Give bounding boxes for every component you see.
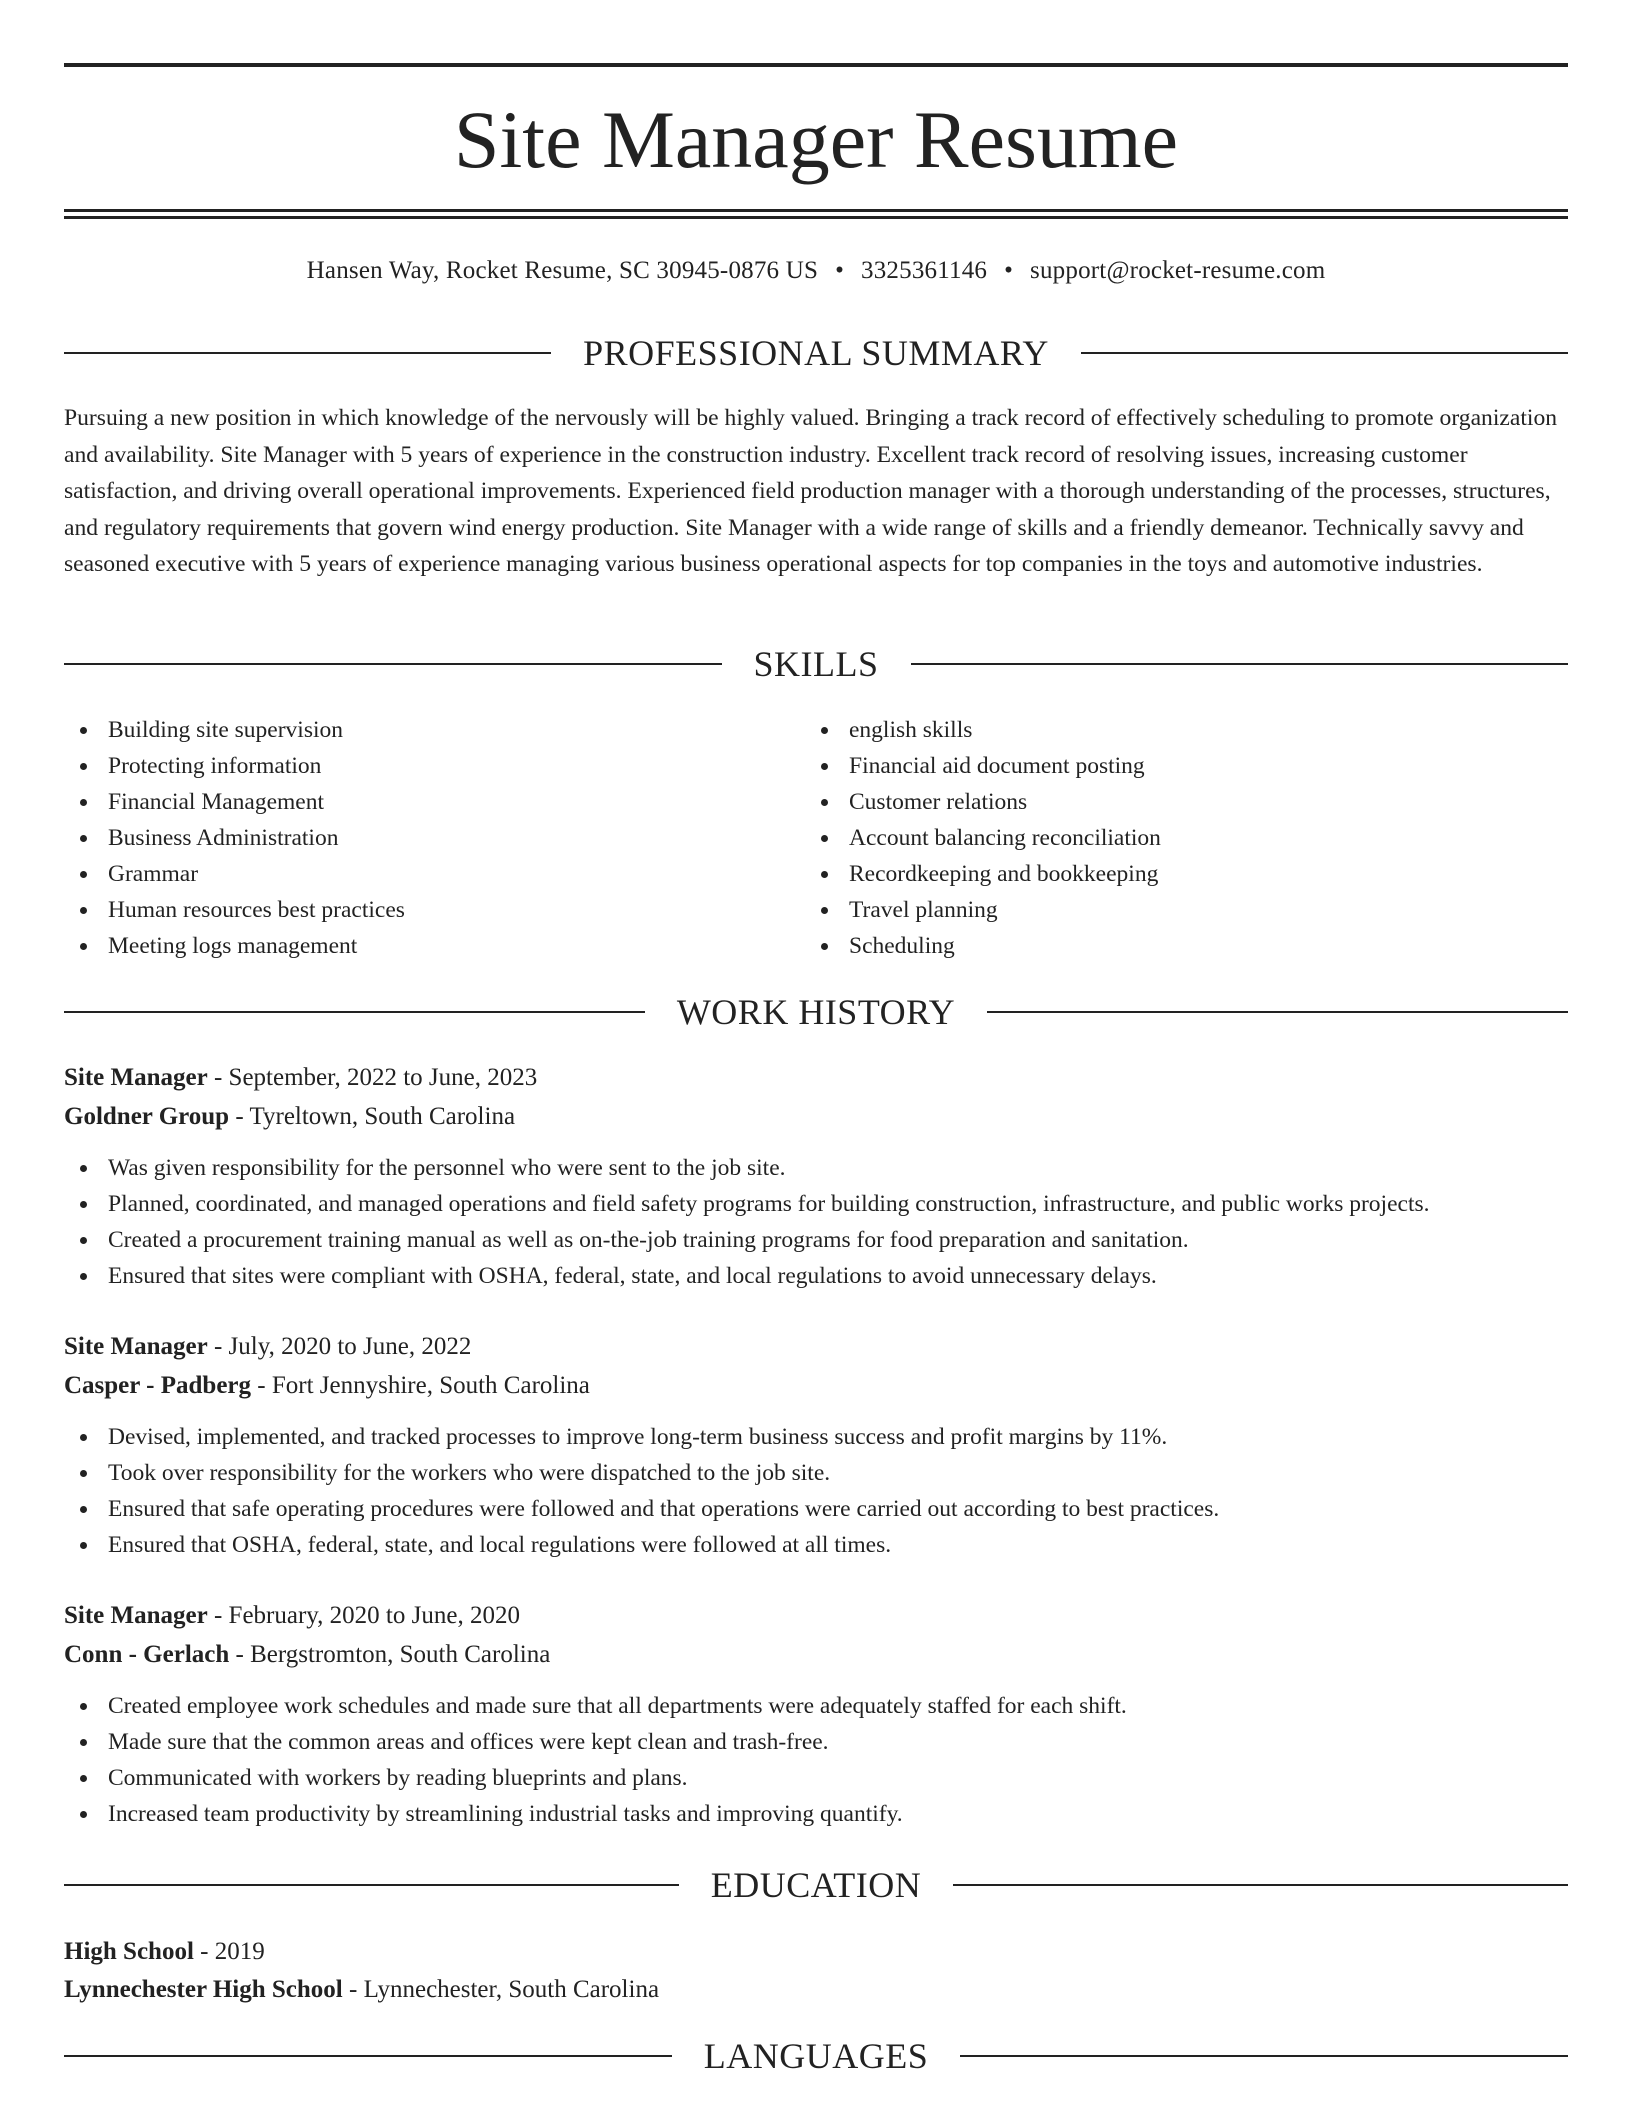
skill-item: Human resources best practices (64, 892, 804, 928)
summary-section-heading (64, 331, 1568, 375)
skill-item: Recordkeeping and bookkeeping (805, 856, 1568, 892)
job-bullet: Increased team productivity by streamlining industrial tasks and improving quantify. (64, 1796, 1568, 1832)
job-dates: - July, 2020 to June, 2022 (207, 1333, 472, 1360)
skills-column-left (64, 712, 804, 964)
heading-rule (64, 352, 551, 354)
job-company: Casper - Padberg (64, 1372, 252, 1399)
education-section-heading (64, 1863, 1568, 1907)
job-bullet: Devised, implemented, and tracked processes to improve long-term business success and profit margins by 11%. (64, 1419, 1568, 1455)
job-title-line (64, 1059, 1568, 1097)
skills-column-right (805, 712, 1568, 964)
skill-item: Scheduling (805, 928, 1568, 964)
heading-rule (64, 1884, 679, 1886)
skill-item: Protecting information (64, 748, 804, 784)
job-location: - Bergstromton, South Carolina (229, 1641, 551, 1668)
skill-item: Financial aid document posting (805, 748, 1568, 784)
skill-item: Account balancing reconciliation (805, 820, 1568, 856)
heading-rule (953, 1884, 1568, 1886)
summary-text: Pursuing a new position in which knowledge of the nervously will be highly valued. Bringing a track record of effectively scheduling to promote organization and availability. Site Manager with 5 years of experience in the construction industry. Excellent track record of resolving issues, increasing customer satisfaction, and driving overall operational improvements. Experienced field production manager with a thorough understanding of the processes, structures, and regulatory requirements that govern wind energy production. Site Manager with a wide range of skills and a friendly demeanor. Technically savvy and seasoned executive with 5 years of experience managing various business operational aspects for top companies in the toys and automotive industries. (64, 405, 1558, 577)
page-title: Site Manager Resume (453, 94, 1179, 185)
job-bullets (64, 1150, 1568, 1294)
skill-item: Business Administration (64, 820, 804, 856)
contact-email: support@rocket-resume.com (1030, 257, 1326, 284)
heading-rule (1081, 352, 1568, 354)
contact-separator: • (1004, 257, 1014, 284)
job-bullet: Planned, coordinated, and managed operations and field safety programs for building construction, infrastructure, and public works projects. (64, 1186, 1568, 1222)
job-bullet: Took over responsibility for the workers who were dispatched to the job site. (64, 1455, 1568, 1491)
skills-section-heading (64, 642, 1568, 686)
skill-item: english skills (805, 712, 1568, 748)
work-section-heading (64, 990, 1568, 1034)
heading-rule (64, 663, 722, 665)
job-bullets (64, 1688, 1568, 1832)
heading-rule (64, 2055, 672, 2057)
education-school-line (64, 1971, 1568, 2009)
education-year: - 2019 (193, 1938, 265, 1965)
skill-item: Financial Management (64, 784, 804, 820)
job-company-line (64, 1098, 1568, 1136)
job-bullet: Ensured that sites were compliant with OSHA, federal, state, and local regulations to avoid unnecessary delays. (64, 1258, 1568, 1294)
job-location: - Fort Jennyshire, South Carolina (251, 1372, 590, 1399)
job-bullet: Communicated with workers by reading blueprints and plans. (64, 1760, 1568, 1796)
job-bullet: Ensured that safe operating procedures were followed and that operations were carried out according to best practices. (64, 1491, 1568, 1527)
skill-item: Customer relations (805, 784, 1568, 820)
job-title-line (64, 1328, 1568, 1366)
job-bullet: Created a procurement training manual as well as on-the-job training programs for food preparation and sanitation. (64, 1222, 1568, 1258)
languages-section-heading (64, 2034, 1568, 2078)
skills-heading-label: SKILLS (753, 644, 879, 684)
job-company-line (64, 1367, 1568, 1405)
skill-item: Grammar (64, 856, 804, 892)
job-bullet: Ensured that OSHA, federal, state, and local regulations were followed at all times. (64, 1527, 1568, 1563)
job-dates: - September, 2022 to June, 2023 (207, 1064, 538, 1091)
heading-rule (960, 2055, 1568, 2057)
job-title: Site Manager (64, 1064, 208, 1091)
work-heading-label: WORK HISTORY (676, 992, 956, 1032)
heading-rule (987, 1011, 1568, 1013)
job-title-line (64, 1597, 1568, 1635)
contact-line (64, 254, 1568, 288)
education-degree-line (64, 1933, 1568, 1971)
job-title: Site Manager (64, 1602, 208, 1629)
job-bullet: Created employee work schedules and made sure that all departments were adequately staffed for each shift. (64, 1688, 1568, 1724)
education-degree: High School (64, 1938, 194, 1965)
job-dates: - February, 2020 to June, 2020 (207, 1602, 520, 1629)
contact-phone: 3325361146 (861, 257, 988, 284)
education-school: Lynnechester High School (64, 1976, 343, 2003)
job-bullet: Made sure that the common areas and offices were kept clean and trash-free. (64, 1724, 1568, 1760)
job-company: Goldner Group (64, 1103, 230, 1130)
contact-separator: • (835, 257, 845, 284)
skill-item: Meeting logs management (64, 928, 804, 964)
job-title: Site Manager (64, 1333, 208, 1360)
title-rule-lower (64, 216, 1568, 219)
job-entry (64, 1059, 1568, 1294)
job-bullets (64, 1419, 1568, 1563)
education-location: - Lynnechester, South Carolina (342, 1976, 660, 2003)
education-entry (64, 1933, 1568, 2009)
contact-address: Hansen Way, Rocket Resume, SC 30945-0876 US (306, 257, 819, 284)
title-rule-upper (64, 209, 1568, 212)
heading-rule (64, 1011, 645, 1013)
job-location: - Tyreltown, South Carolina (229, 1103, 516, 1130)
skill-item: Building site supervision (64, 712, 804, 748)
heading-rule (911, 663, 1569, 665)
education-heading-label: EDUCATION (710, 1865, 922, 1905)
job-bullet: Was given responsibility for the personnel who were sent to the job site. (64, 1150, 1568, 1186)
skills-list-right (805, 712, 1568, 964)
job-entry (64, 1328, 1568, 1563)
job-entry (64, 1597, 1568, 1832)
top-rule (64, 63, 1568, 67)
job-company-line (64, 1636, 1568, 1674)
job-company: Conn - Gerlach (64, 1641, 230, 1668)
languages-heading-label: LANGUAGES (703, 2036, 929, 2076)
skill-item: Travel planning (805, 892, 1568, 928)
skills-list-left (64, 712, 804, 964)
summary-heading-label: PROFESSIONAL SUMMARY (583, 333, 1049, 373)
